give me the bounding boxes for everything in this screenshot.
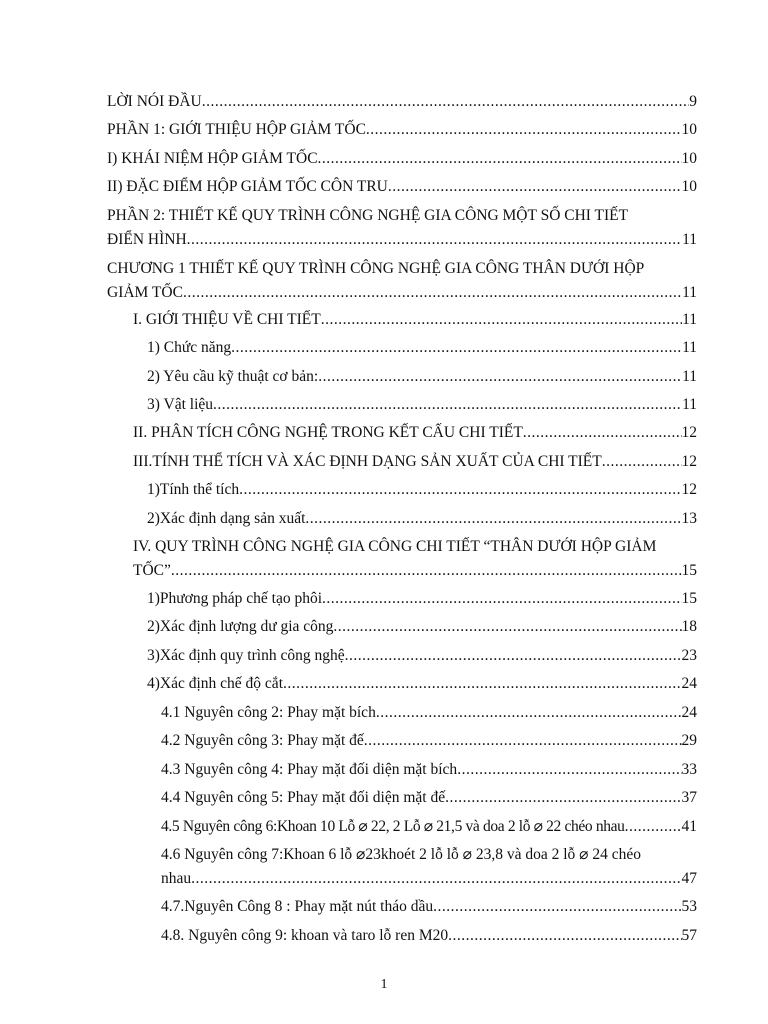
toc-entry-title: 1)Phương pháp chế tạo phôi — [147, 590, 323, 607]
toc-entry-title: LỜI NÓI ĐẦU — [107, 93, 202, 110]
toc-entry-title: 1)Tính thể tích — [147, 481, 240, 498]
dot-leader — [433, 895, 681, 919]
toc-entry[interactable] — [0, 204, 697, 252]
toc-entry[interactable] — [0, 450, 697, 474]
toc-entry-title: 2)Xác định dạng sản xuất — [147, 510, 306, 527]
dot-leader — [231, 336, 682, 360]
toc-entry[interactable] — [0, 924, 697, 948]
toc-entry[interactable] — [0, 257, 697, 305]
toc-entry-title-line1: 4.6 Nguyên công 7:Khoan 6 lỗ ⌀23khoét 2 lỗ lỗ ⌀ 23,8 và doa 2 lỗ ⌀ 24 chéo — [161, 846, 642, 863]
dot-leader — [213, 393, 682, 417]
dot-leader — [602, 450, 682, 474]
toc-entry-title: 4.8. Nguyên công 9: khoan và taro lỗ ren M20 — [161, 927, 449, 944]
toc-entry[interactable] — [0, 587, 697, 611]
dot-leader — [191, 867, 681, 891]
toc-entry[interactable] — [0, 336, 697, 360]
toc-entry-title: III.TÍNH THỂ TÍCH VÀ XÁC ĐỊNH DẠNG SẢN XUẤT CỦA CHI TIẾT — [133, 453, 602, 470]
toc-entry[interactable] — [0, 308, 697, 332]
toc-entry[interactable] — [0, 507, 697, 531]
toc-entry-title: 2) Yêu cầu kỹ thuật cơ bản: — [147, 368, 319, 385]
toc-entry-title-line1: CHƯƠNG 1 THIẾT KẾ QUY TRÌNH CÔNG NGHỆ GIA CÔNG THÂN DƯỚI HỘP — [107, 260, 645, 277]
toc-entry-page: 12 — [681, 481, 697, 498]
toc-entry-page: 53 — [681, 898, 697, 915]
toc-entry-title: II) ĐẶC ĐIỂM HỘP GIẢM TỐC CÔN TRU — [107, 178, 388, 195]
dot-leader — [202, 90, 690, 114]
dot-leader — [305, 507, 681, 531]
dot-leader — [345, 644, 682, 668]
toc-entry-title: 3) Vật liệu — [147, 396, 214, 413]
toc-entry-page: 11 — [682, 231, 697, 248]
toc-entry-page: 47 — [681, 870, 697, 887]
dot-leader — [318, 147, 682, 171]
toc-entry[interactable] — [0, 644, 697, 668]
toc-entry-title: I) KHÁI NIỆM HỘP GIẢM TỐC — [107, 150, 318, 167]
toc-entry[interactable] — [0, 365, 697, 389]
toc-entry-page: 11 — [682, 284, 697, 301]
toc-entry-page: 37 — [681, 789, 697, 806]
toc-entry-page: 33 — [681, 761, 697, 778]
toc-entry-title: I. GIỚI THIỆU VỀ CHI TIẾT — [133, 311, 321, 328]
toc-entry-page: 10 — [681, 150, 697, 167]
toc-entry-page: 24 — [681, 675, 697, 692]
dot-leader — [321, 308, 682, 332]
toc-entry-title: 4.5 Nguyên công 6:Khoan 10 Lỗ ⌀ 22, 2 Lỗ ⌀ 21,5 và doa 2 lỗ ⌀ 22 chéo nhau — [161, 818, 625, 835]
toc-entry-title: 4.7.Nguyên Công 8 : Phay mặt nút tháo dầu — [161, 898, 434, 915]
toc-entry-title-line2: TỐC” — [133, 562, 171, 579]
toc-entry-title-line2: ĐIỂN HÌNH — [107, 231, 187, 248]
toc-entry-title: 4)Xác định chế độ cắt — [147, 675, 283, 692]
toc-entry-page: 11 — [682, 339, 697, 356]
toc-entry-page: 13 — [681, 510, 697, 527]
toc-entry-page: 12 — [681, 453, 697, 470]
dot-leader — [523, 421, 682, 445]
toc-entry-page: 10 — [681, 121, 697, 138]
dot-leader — [333, 615, 681, 639]
toc-entry[interactable] — [0, 175, 697, 199]
toc-entry-page: 15 — [681, 562, 697, 579]
toc-entry[interactable] — [0, 729, 697, 753]
dot-leader — [388, 175, 682, 199]
dot-leader — [322, 587, 681, 611]
dot-leader — [457, 758, 681, 782]
toc-entry-page: 9 — [689, 93, 697, 110]
toc-entry[interactable] — [0, 758, 697, 782]
toc-entry[interactable] — [0, 895, 697, 919]
dot-leader — [171, 559, 682, 583]
toc-entry-title: 1) Chức năng — [147, 339, 232, 356]
toc-entry[interactable] — [0, 701, 697, 725]
toc-entry[interactable] — [0, 147, 697, 171]
toc-entry[interactable] — [0, 535, 697, 583]
dot-leader — [183, 281, 682, 305]
toc-entry-page: 41 — [681, 818, 697, 835]
toc-entry-page: 24 — [681, 704, 697, 721]
toc-entry-title: PHẦN 1: GIỚI THIỆU HỘP GIẢM TỐC — [107, 121, 366, 138]
toc-entry[interactable] — [0, 118, 697, 142]
toc-entry-title-line2: nhau — [161, 870, 192, 887]
toc-entry-title: 4.3 Nguyên công 4: Phay mặt đối diện mặt bích — [161, 761, 458, 778]
dot-leader — [366, 118, 682, 142]
toc-entry-page: 57 — [681, 927, 697, 944]
toc-entry-title-line1: IV. QUY TRÌNH CÔNG NGHỆ GIA CÔNG CHI TIẾT “THÂN DƯỚI HỘP GIẢM — [133, 538, 657, 555]
dot-leader — [318, 365, 682, 389]
toc-entry-page: 10 — [681, 178, 697, 195]
dot-leader — [376, 701, 682, 725]
toc-entry-title: 4.4 Nguyên công 5: Phay mặt đối diện mặt đế — [161, 789, 446, 806]
toc-entry-title: 4.1 Nguyên công 2: Phay mặt bích — [161, 704, 376, 721]
toc-entry[interactable] — [0, 90, 697, 114]
toc-entry-title: 3)Xác định quy trình công nghệ — [147, 647, 345, 664]
toc-entry-title-line2: GIẢM TỐC — [107, 284, 183, 301]
toc-entry-title: 4.2 Nguyên công 3: Phay mặt đế — [161, 732, 364, 749]
toc-entry-page: 11 — [682, 368, 697, 385]
toc-entry-page: 18 — [681, 618, 697, 635]
toc-entry-page: 23 — [681, 647, 697, 664]
toc-entry-title: 2)Xác định lượng dư gia công — [147, 618, 334, 635]
dot-leader — [187, 228, 682, 252]
toc-entry[interactable] — [0, 786, 697, 810]
toc-entry[interactable] — [0, 393, 697, 417]
toc-entry-title-line1: PHẦN 2: THIẾT KẾ QUY TRÌNH CÔNG NGHỆ GIA CÔNG MỘT SỐ CHI TIẾT — [107, 207, 629, 224]
toc-entry-page: 15 — [681, 590, 697, 607]
toc-entry[interactable] — [0, 815, 697, 839]
toc-entry[interactable] — [0, 478, 697, 502]
dot-leader — [448, 924, 681, 948]
dot-leader — [445, 786, 681, 810]
dot-leader — [625, 815, 682, 839]
toc-entry[interactable] — [0, 615, 697, 639]
toc-entry-page: 11 — [682, 311, 697, 328]
page-number: 1 — [380, 977, 388, 992]
dot-leader — [283, 672, 682, 696]
dot-leader — [239, 478, 681, 502]
toc-entry-page: 29 — [681, 732, 697, 749]
toc-entry-page: 12 — [681, 424, 697, 441]
toc-entry-page: 11 — [682, 396, 697, 413]
toc-entry-title: II. PHÂN TÍCH CÔNG NGHỆ TRONG KẾT CẤU CHI TIẾT — [133, 424, 523, 441]
toc-entry[interactable] — [0, 672, 697, 696]
toc-entry[interactable] — [0, 421, 697, 445]
toc-entry[interactable] — [0, 843, 697, 891]
dot-leader — [364, 729, 682, 753]
